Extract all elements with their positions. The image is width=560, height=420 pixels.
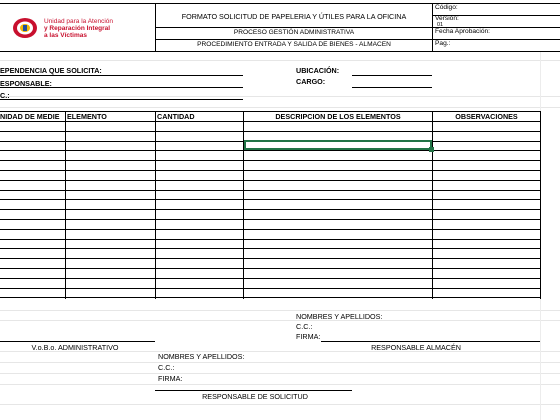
table-row[interactable] [0, 209, 540, 210]
location-label: UBICACIÓN: [296, 66, 340, 75]
organization-logo [12, 17, 113, 39]
table-row[interactable] [0, 180, 540, 181]
logo-text-line: a las Víctimas [44, 31, 87, 39]
gridline [0, 96, 560, 97]
gridline [0, 373, 560, 374]
table-row[interactable] [0, 219, 540, 220]
logo-text-line: y Reparación Integral [44, 24, 111, 32]
column-header-description: DESCRIPCION DE LOS ELEMENTOS [275, 112, 401, 121]
table-row[interactable] [0, 229, 540, 230]
logo-text-line: Unidad para la Atención [44, 17, 114, 25]
names-label-requester: NOMBRES Y APELLIDOS: [158, 352, 245, 361]
meta-row-line [432, 39, 560, 40]
table-row[interactable] [0, 248, 540, 249]
signature-label-requester: FIRMA: [158, 374, 183, 383]
signature-label-warehouse: FIRMA: [296, 332, 321, 341]
table-row[interactable] [0, 199, 540, 200]
column-header-element: ELEMENTO [67, 112, 107, 121]
requesting-department-label: EPENDENCIA QUE SOLICITA: [0, 66, 102, 75]
table-row[interactable] [0, 160, 540, 161]
code-label: Código: [435, 4, 458, 11]
coat-of-arms-icon [12, 17, 38, 39]
field-underline [0, 87, 243, 88]
field-underline [352, 87, 432, 88]
header-row-line [155, 27, 432, 28]
column-divider [155, 111, 156, 299]
table-row[interactable] [0, 150, 540, 151]
header-bottom-border [0, 51, 560, 52]
version-label: Versión: [435, 15, 459, 22]
admin-approval-caption: V.o.B.o. ADMINISTRATIVO [31, 343, 119, 352]
table-row[interactable] [0, 288, 540, 289]
gridline [0, 60, 560, 61]
table-row[interactable] [0, 170, 540, 171]
procedure-name: PROCEDIMIENTO ENTRADA Y SALIDA DE BIENES - ALMACEN [197, 41, 391, 48]
header-top-border [0, 3, 560, 4]
fill-handle[interactable] [429, 147, 434, 152]
field-underline [0, 99, 243, 100]
page-label: Pag.: [435, 40, 451, 47]
names-label-warehouse: NOMBRES Y APELLIDOS: [296, 312, 383, 321]
gridline [0, 310, 560, 311]
form-title: FORMATO SOLICITUD DE PAPELERIA Y ÚTILES PARA LA OFICINA [181, 12, 407, 21]
signature-line-requester [155, 390, 352, 391]
table-row[interactable] [0, 297, 540, 298]
gridline [0, 384, 560, 385]
table-row[interactable] [0, 268, 540, 269]
header-row-line [155, 39, 432, 40]
table-header-border [0, 121, 540, 122]
gridline [0, 404, 560, 405]
field-underline [0, 75, 243, 76]
id-label-requester: C.C.: [158, 363, 175, 372]
gridline [0, 107, 560, 108]
column-divider [432, 111, 433, 299]
column-divider [65, 111, 66, 299]
table-row[interactable] [0, 239, 540, 240]
version-value: 01 [437, 22, 444, 28]
id-number-label: C.: [0, 91, 10, 100]
approval-date-label: Fecha Aprobación: [435, 28, 490, 35]
gridline [0, 320, 560, 321]
table-row[interactable] [0, 190, 540, 191]
gridline [0, 362, 560, 363]
column-header-observations: OBSERVACIONES [455, 112, 518, 121]
table-row[interactable] [0, 278, 540, 279]
responsible-label: ESPONSABLE: [0, 79, 52, 88]
signature-line-admin [0, 341, 155, 342]
process-name: PROCESO GESTIÓN ADMINISTRATIVA [233, 29, 355, 36]
table-row[interactable] [0, 258, 540, 259]
signature-line-warehouse [321, 341, 540, 342]
column-divider [540, 111, 541, 299]
column-header-quantity: CANTIDAD [157, 112, 195, 121]
id-label-warehouse: C.C.: [296, 322, 313, 331]
warehouse-responsible-caption: RESPONSABLE ALMACÉN [371, 343, 461, 352]
position-label: CARGO: [296, 77, 326, 86]
requester-caption: RESPONSABLE DE SOLICITUD [202, 392, 308, 401]
active-cell-selection[interactable] [244, 140, 432, 150]
field-underline [352, 75, 432, 76]
column-header-unit: NIDAD DE MEDIE [0, 112, 60, 121]
table-row[interactable] [0, 131, 540, 132]
